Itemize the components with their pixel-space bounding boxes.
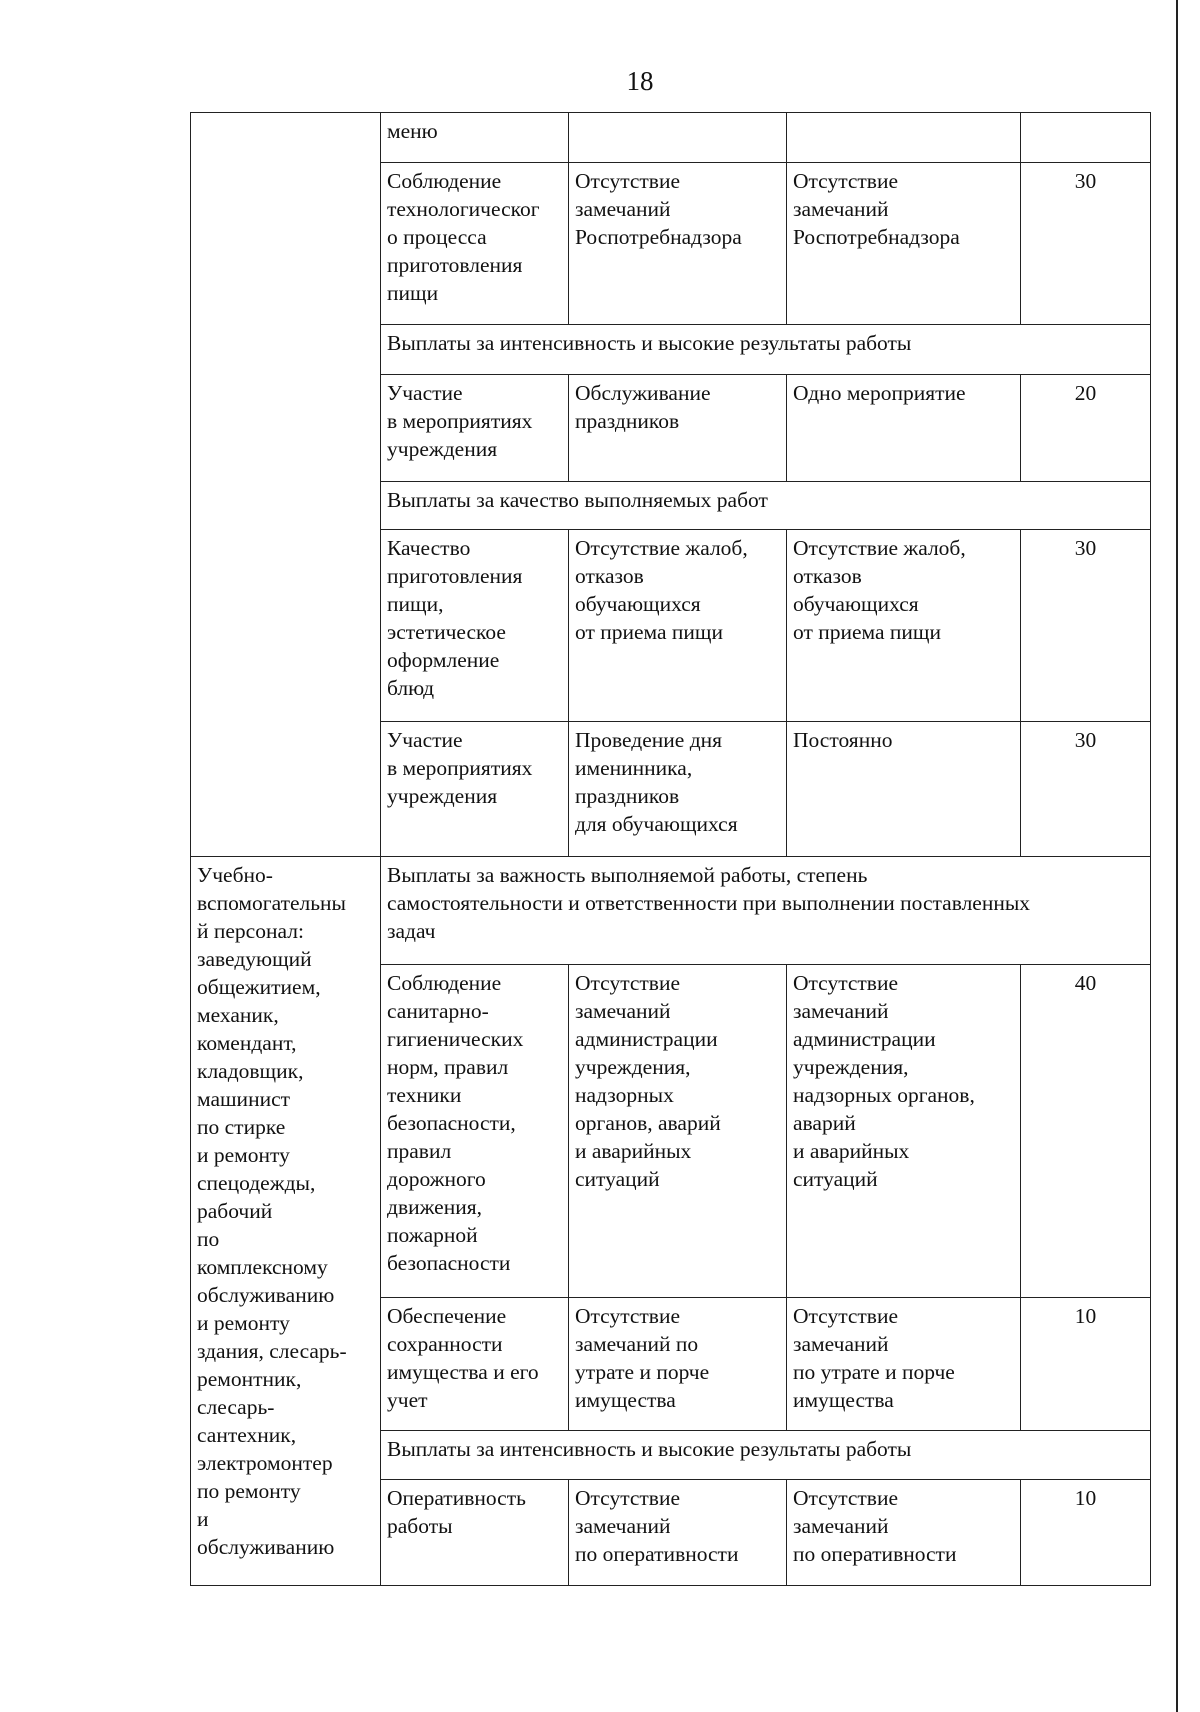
indicator-cell: [569, 113, 787, 163]
indicator-cell: Обслуживание праздников: [569, 375, 787, 482]
indicator-cell: Отсутствие жалоб, отказов обучающихся от приема пищи: [569, 530, 787, 722]
condition-cell: Отсутствие жалоб, отказов обучающихся от приема пищи: [787, 530, 1021, 722]
criterion-cell: Обеспечение сохранности имущества и его учет: [381, 1298, 569, 1431]
indicator-cell: Отсутствие замечаний Роспотребнадзора: [569, 163, 787, 325]
page-number: 18: [626, 66, 654, 96]
section-title: Выплаты за интенсивность и высокие результаты работы: [381, 1431, 1151, 1480]
indicator-cell: Отсутствие замечаний по утрате и порче имущества: [569, 1298, 787, 1431]
score-cell: 30: [1021, 530, 1151, 722]
staff-group-cell: Учебно- вспомогательны й персонал: заведующий общежитием, механик, комендант, кладовщик, машинист по стирке и ремонту спецодежды, рабочий по комплексному обслуживанию и ремонту здания, слесарь- ремонтник, слесарь- сантехник, электромонтер по ремонту и обслуживанию: [191, 857, 381, 1586]
condition-cell: [787, 113, 1021, 163]
criterion-cell: Участие в мероприятиях учреждения: [381, 375, 569, 482]
indicator-cell: Отсутствие замечаний по оперативности: [569, 1480, 787, 1586]
score-cell: 10: [1021, 1298, 1151, 1431]
section-title: Выплаты за качество выполняемых работ: [381, 482, 1151, 530]
criterion-cell: Оперативность работы: [381, 1480, 569, 1586]
condition-cell: Отсутствие замечаний по утрате и порче имущества: [787, 1298, 1021, 1431]
indicator-cell: Отсутствие замечаний администрации учреждения, надзорных органов, аварий и аварийных ситуаций: [569, 965, 787, 1298]
section-row: [191, 857, 1151, 965]
score-cell: 10: [1021, 1480, 1151, 1586]
section-title: Выплаты за важность выполняемой работы, степень самостоятельности и ответственности при выполнении поставленных задач: [381, 857, 1151, 965]
condition-cell: Постоянно: [787, 722, 1021, 857]
score-cell: 30: [1021, 722, 1151, 857]
section-title: Выплаты за интенсивность и высокие результаты работы: [381, 325, 1151, 375]
score-cell: 40: [1021, 965, 1151, 1298]
score-cell: 30: [1021, 163, 1151, 325]
score-cell: [1021, 113, 1151, 163]
condition-cell: Отсутствие замечаний Роспотребнадзора: [787, 163, 1021, 325]
criterion-cell: Качество приготовления пищи, эстетическое оформление блюд: [381, 530, 569, 722]
criterion-cell: Соблюдение санитарно- гигиенических норм, правил техники безопасности, правил дорожного движения, пожарной безопасности: [381, 965, 569, 1298]
score-cell: 20: [1021, 375, 1151, 482]
group-cell-empty: [191, 113, 381, 857]
condition-cell: Отсутствие замечаний по оперативности: [787, 1480, 1021, 1586]
scan-edge-line: [1176, 0, 1178, 1712]
indicator-cell: Проведение дня именинника, праздников для обучающихся: [569, 722, 787, 857]
criterion-cell: меню: [381, 113, 569, 163]
criterion-cell: Участие в мероприятиях учреждения: [381, 722, 569, 857]
condition-cell: Одно мероприятие: [787, 375, 1021, 482]
criterion-cell: Соблюдение технологическог о процесса приготовления пищи: [381, 163, 569, 325]
table-row: [191, 113, 1151, 163]
payments-criteria-table: [190, 112, 1151, 1586]
condition-cell: Отсутствие замечаний администрации учреждения, надзорных органов, аварий и аварийных ситуаций: [787, 965, 1021, 1298]
